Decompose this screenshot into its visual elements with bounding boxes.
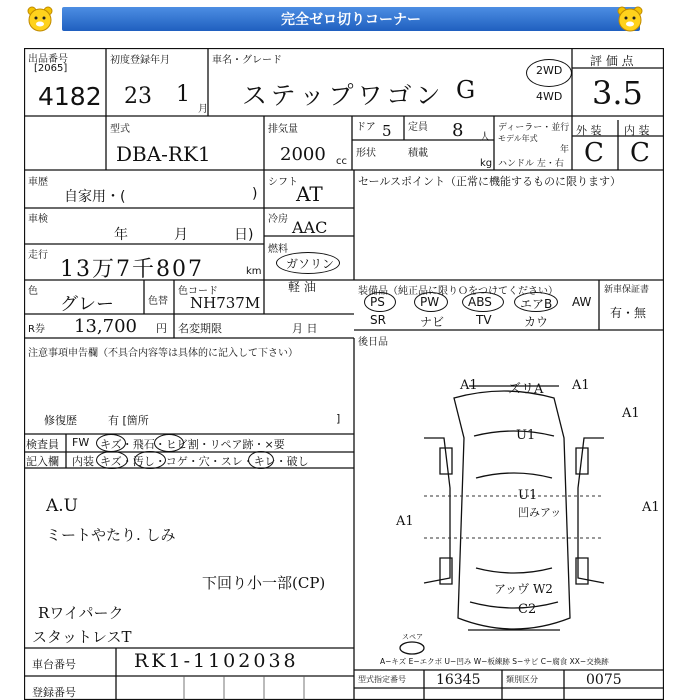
fw-chip-circle xyxy=(154,434,184,452)
note-line-1: A.U xyxy=(46,496,79,516)
repair-close: ] xyxy=(336,412,341,425)
notes-label: 注意事項申告欄（不具合内容等は具体的に記入して下さい） xyxy=(28,348,298,359)
name-change-label: 名変期限 xyxy=(178,322,222,335)
fuel-diesel: 軽 油 xyxy=(288,280,316,294)
model-year-label: モデル年式 xyxy=(498,134,538,143)
mark-center-u1: U1 xyxy=(518,488,538,503)
mark-left-door: A1 xyxy=(396,514,414,529)
fuel-label: 燃料 xyxy=(268,244,288,255)
score-label: 評 価 点 xyxy=(590,54,634,68)
handle-label: ハンドル 左・右 xyxy=(498,159,564,169)
banner xyxy=(0,0,700,40)
equip-sr: SR xyxy=(370,313,386,327)
mileage: 13万7千807 xyxy=(60,257,204,282)
registration-label: 登録番号 xyxy=(32,686,76,699)
color-label: 色 xyxy=(28,286,38,297)
category-label: 類別区分 xyxy=(506,675,538,684)
score: 3.5 xyxy=(592,74,643,112)
inspector-label: 検査員 xyxy=(26,438,59,451)
model-code-label: 型式指定番号 xyxy=(358,675,406,684)
mark-rear-note: アッヴ W2 xyxy=(494,582,553,596)
chassis-number: RK1-1102038 xyxy=(134,650,299,672)
recycle: 13,700 xyxy=(74,316,137,337)
mark-front-right: A1 xyxy=(572,378,590,393)
grade: G xyxy=(456,76,476,104)
inspection-year-unit: 年 xyxy=(114,227,128,243)
note-line-3: 下回り小一部(CP) xyxy=(202,574,326,592)
shift: AT xyxy=(296,182,323,206)
spare-label: スペア xyxy=(402,633,423,641)
color-code: NH737M xyxy=(190,294,261,312)
displacement-label: 排気量 xyxy=(268,124,298,135)
damage-legend: A−キズ E−エクボ U−凹み W−板練跡 S−サビ C−腐食 XX−交換跡 xyxy=(380,657,609,666)
model: DBA-RK1 xyxy=(116,142,211,166)
sales-point-label: セールスポイント（正常に機能するものに限ります） xyxy=(358,175,622,188)
entry-label: 記入欄 xyxy=(26,455,59,468)
repair-label: 修復歴 xyxy=(44,414,77,427)
note-line-2: ミートやたり. しみ xyxy=(46,526,176,544)
int-stain-circle xyxy=(134,451,166,469)
door-label: ドア xyxy=(356,122,376,133)
note-line-5: スタットレスT xyxy=(32,628,132,646)
mileage-label: 走行 xyxy=(28,250,48,261)
load-label: 積載 xyxy=(408,148,428,159)
cc-unit: cc xyxy=(336,156,347,167)
banner-bar xyxy=(62,7,640,31)
auction-sheet xyxy=(24,48,664,700)
equip-abs: ABS xyxy=(468,295,492,309)
displacement: 2000 xyxy=(280,144,326,165)
drive-4wd: 4WD xyxy=(536,90,563,103)
fw-items: キズ・飛石・ヒビ割・リペア跡・×要 xyxy=(100,438,285,451)
ac-label: 冷房 xyxy=(268,214,288,225)
month-unit: 月 xyxy=(198,104,208,115)
inspection-month-unit: 月 xyxy=(174,227,188,243)
first-reg-year: 23 xyxy=(124,84,152,109)
bear-mascot-icon xyxy=(26,5,54,33)
int-scratch-circle xyxy=(96,451,128,469)
mark-rear-c2: C2 xyxy=(518,602,537,617)
fuel: ガソリン xyxy=(286,257,335,271)
lot-number: 4182 xyxy=(38,82,102,111)
chassis-label: 車台番号 xyxy=(32,658,76,671)
lot-label: 出品番号 xyxy=(28,54,68,65)
name-change-units: 月 日 xyxy=(292,322,318,335)
mark-front-center: ズリA xyxy=(508,382,544,397)
mark-right-fender: A1 xyxy=(622,406,640,421)
color-change-label: 色替 xyxy=(148,296,168,307)
dealer-label: ディーラー・並行 xyxy=(498,123,570,133)
fw-scratch-circle xyxy=(96,434,126,452)
equip-ps: PS xyxy=(370,295,385,309)
interior-grade: C xyxy=(630,138,650,168)
yen-unit: 円 xyxy=(156,322,167,335)
warranty-label: 新車保証書 xyxy=(604,285,650,295)
first-reg-label: 初度登録年月 xyxy=(110,55,170,66)
doors: 5 xyxy=(382,122,392,140)
shape-label: 形状 xyxy=(356,148,376,159)
kg-unit: kg xyxy=(480,158,493,169)
delivery-label: 後日品 xyxy=(358,337,388,348)
banner-title: 完全ゼロ切りコーナー xyxy=(281,12,421,28)
model-code: 16345 xyxy=(436,672,481,688)
bear-mascot-icon xyxy=(616,5,644,33)
car-name-label: 車名・グレード xyxy=(212,55,282,66)
ac: AAC xyxy=(292,218,328,237)
equip-aw: AW xyxy=(572,295,592,309)
equipment-label: 装備品（純正品に限りＯをつけてください） xyxy=(358,286,558,297)
category-code: 0075 xyxy=(586,672,622,688)
exterior-label: 外 装 xyxy=(576,124,602,137)
note-line-4: Rワイパーク xyxy=(38,604,124,622)
model-label: 型式 xyxy=(110,124,130,135)
year-unit: 年 xyxy=(560,145,570,155)
equip-airbag: エアB xyxy=(520,297,553,311)
recycle-label: R券 xyxy=(28,324,45,335)
equip-tv: TV xyxy=(476,313,492,327)
shift-label: シフト xyxy=(268,177,298,188)
color-code-label: 色コード xyxy=(178,286,218,297)
drive-2wd: 2WD xyxy=(536,64,563,77)
interior-row-label: 内装 xyxy=(72,455,94,468)
km-unit: km xyxy=(246,266,262,277)
first-reg-month: 1 xyxy=(176,82,190,107)
warranty-value: 有・無 xyxy=(610,306,647,320)
repair-value: 有 [箇所 xyxy=(108,414,149,427)
history-close: ) xyxy=(252,186,258,202)
history-label: 車歴 xyxy=(28,177,48,188)
mark-right-door: A1 xyxy=(642,500,660,515)
interior-items: キズ・汚し・コゲ・穴・スレ・キレ・破し xyxy=(100,455,309,468)
mark-roof: U1 xyxy=(516,428,536,443)
exterior-grade: C xyxy=(584,138,604,168)
inspection-day-unit: 日) xyxy=(234,227,254,243)
person-unit: 人 xyxy=(480,132,490,143)
mark-front-left: A1 xyxy=(460,378,478,393)
capacity-label: 定員 xyxy=(408,122,428,133)
history-value: 自家用・( xyxy=(64,189,126,205)
int-wear-circle xyxy=(248,451,274,469)
equip-pw: PW xyxy=(420,295,440,309)
inspection-label: 車検 xyxy=(28,214,48,225)
equip-cow: カウ xyxy=(524,315,549,329)
equip-navi: ナビ xyxy=(420,315,445,329)
mark-center-note: 凹みアッ xyxy=(518,506,562,519)
interior-label: 内 装 xyxy=(624,124,650,137)
venue-code: [2065] xyxy=(34,63,68,74)
color: グレー xyxy=(60,294,114,315)
fw-label: FW xyxy=(72,436,90,449)
car-name: ステップワゴン xyxy=(242,81,445,110)
capacity: 8 xyxy=(452,120,464,141)
